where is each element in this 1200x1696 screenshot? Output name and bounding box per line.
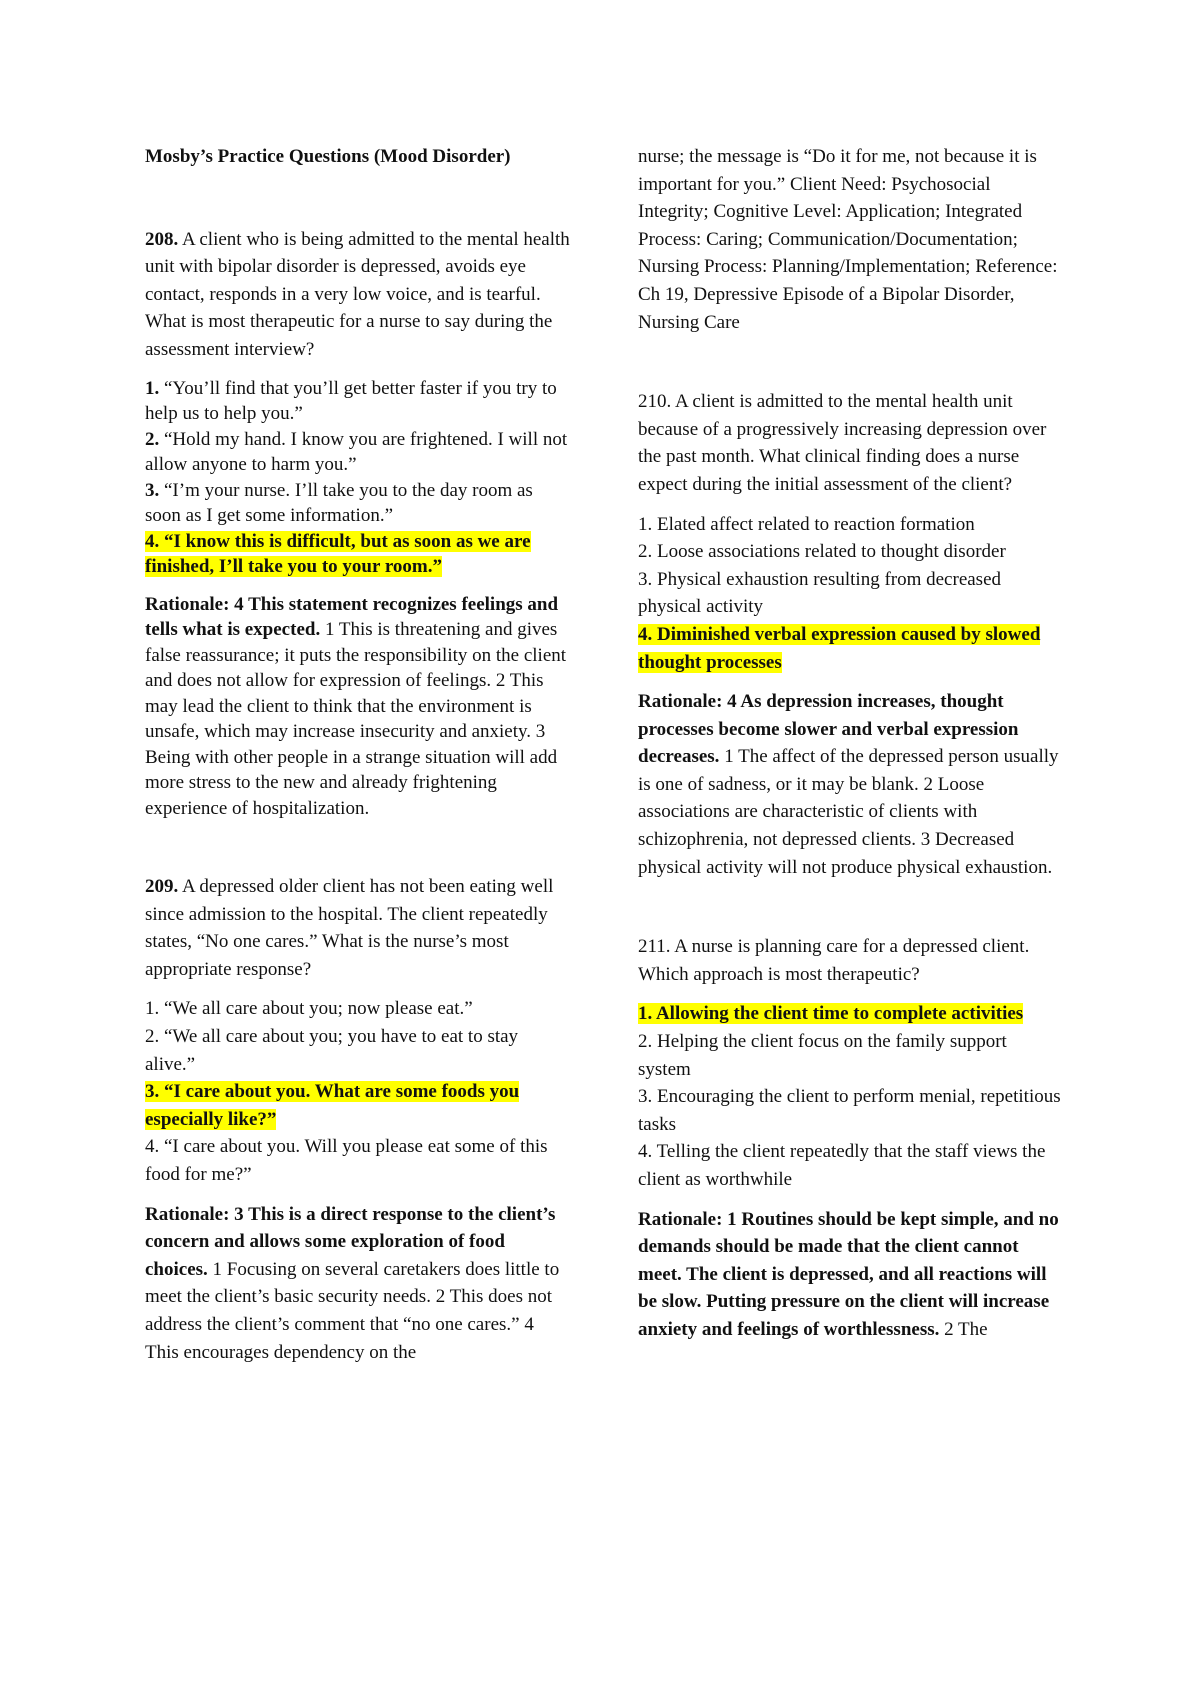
question-209-option-4: 4. “I care about you. Will you please eat some of this food for me?” — [145, 1136, 548, 1185]
question-211-option-4: 4. Telling the client repeatedly that the staff views the client as worthwhile — [638, 1141, 1046, 1190]
document-title: Mosby’s Practice Questions (Mood Disorder) — [145, 146, 511, 167]
question-210-options — [638, 511, 1063, 677]
question-210-option-1: 1. Elated affect related to reaction formation — [638, 513, 975, 535]
left-column — [145, 143, 570, 1366]
question-210-option-3: 3. Physical exhaustion resulting from decreased physical activity — [638, 568, 1002, 618]
question-210-option-2: 2. Loose associations related to thought disorder — [638, 541, 1006, 563]
question-210-stem: 210. A client is admitted to the mental health unit because of a progressively increasing depression over the past month. What clinical finding does a nurse expect during the initial assessment of the client? — [638, 391, 1047, 495]
question-211-option-1-correct: 1. Allowing the client time to complete activities — [638, 1003, 1024, 1025]
question-208-rationale: Rationale: 4 This statement recognizes feelings and tells what is expected. 1 This is threatening and gives false reassurance; it puts the responsibility on the client and does not allow for expression of feelings. 2 This may lead the client to think that the environment is unsafe, which may increase insecurity and anxiety. 3 Being with other people in a strange situation will add more stress to the new and already frightening experience of hospitalization. — [145, 593, 567, 819]
question-211-options — [638, 1000, 1063, 1193]
right-column — [638, 143, 1063, 1344]
question-210-option-4-correct: 4. Diminished verbal expression caused by slowed thought processes — [638, 623, 1041, 673]
question-209-rationale: Rationale: 3 This is a direct response to the client’s concern and allows some exploration of food choices. 1 Focusing on several caretakers does little to meet the client’s basic security needs. 2 This does not address the client’s comment that “no one cares.” 4 This encourages dependency on the — [145, 1203, 560, 1363]
question-208-option-3: 3. “I’m your nurse. I’ll take you to the day room as soon as I get some information.” — [145, 479, 533, 527]
question-208-number: 208. — [145, 228, 179, 250]
question-209-option-3-correct: 3. “I care about you. What are some foods you especially like?” — [145, 1081, 520, 1130]
question-209-number: 209. — [145, 876, 179, 898]
question-208-option-2: 2. “Hold my hand. I know you are frightened. I will not allow anyone to harm you.” — [145, 428, 568, 476]
question-211-option-2: 2. Helping the client focus on the family support system — [638, 1031, 1007, 1080]
question-209-option-2: 2. “We all care about you; you have to eat to stay alive.” — [145, 1026, 519, 1075]
question-209-rationale-continued: nurse; the message is “Do it for me, not because it is important for you.” Client Need: Psychosocial Integrity; Cognitive Level: Application; Integrated Process: Caring; Communication/Documentation; Nursing Process: Planning/Implementation; Reference: Ch 19, Depressive Episode of a Bipolar Disorder, Nursing Care — [638, 146, 1058, 333]
question-209-stem: 209. A depressed older client has not been eating well since admission to the hospital. The client repeatedly states, “No one cares.” What is the nurse’s most appropriate response? — [145, 876, 554, 980]
question-209-options — [145, 995, 570, 1188]
question-211-option-3: 3. Encouraging the client to perform menial, repetitious tasks — [638, 1086, 1061, 1135]
question-208-stem: 208. A client who is being admitted to the mental health unit with bipolar disorder is depressed, avoids eye contact, responds in a very low voice, and is tearful. What is most therapeutic for a nurse to say during the assessment interview? — [145, 228, 570, 360]
question-208-options — [145, 376, 570, 580]
question-211-stem: 211. A nurse is planning care for a depressed client. Which approach is most therapeutic? — [638, 936, 1030, 985]
question-208-option-1: 1. “You’ll find that you’ll get better faster if you try to help us to help you.” — [145, 377, 557, 425]
question-210-rationale: Rationale: 4 As depression increases, thought processes become slower and verbal expression decreases. 1 The affect of the depressed person usually is one of sadness, or it may be blank. 2 Loose associations are characteristic of clients with schizophrenia, not depressed clients. 3 Decreased physical activity will not produce physical exhaustion. — [638, 691, 1059, 878]
question-211-rationale: Rationale: 1 Routines should be kept simple, and no demands should be made that the client cannot meet. The client is depressed, and all reactions will be slow. Putting pressure on the client will increase anxiety and feelings of worthlessness. 2 The — [638, 1208, 1059, 1340]
question-208-option-4-correct: 4. “I know this is difficult, but as soon as we are finished, I’ll take you to your room.” — [145, 530, 531, 578]
question-209-option-1: 1. “We all care about you; now please eat.” — [145, 998, 473, 1020]
